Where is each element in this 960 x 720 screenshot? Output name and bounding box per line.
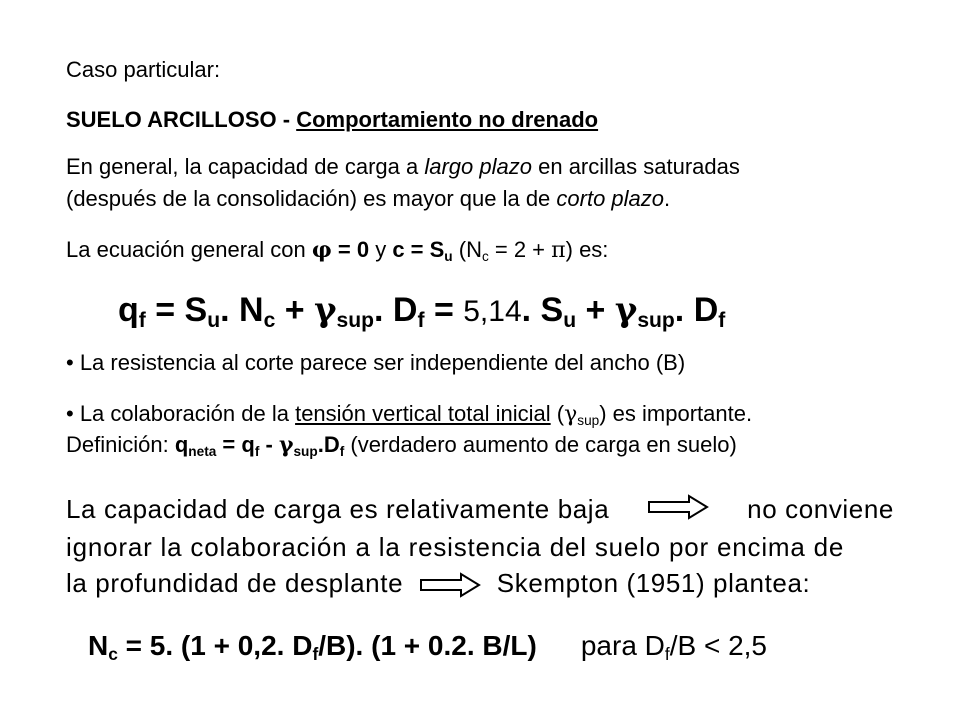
subscript: u [444, 248, 453, 264]
text-bold: = q [216, 432, 255, 457]
paragraph-1-line-2 [66, 186, 670, 212]
text: ) es importante. [599, 401, 753, 426]
text-italic: largo plazo [424, 154, 532, 179]
text: (verdadero aumento de carga en suelo) [344, 432, 737, 457]
eq-symbol: N [88, 630, 109, 661]
text: en arcillas saturadas [532, 154, 740, 179]
eq-subscript: u [207, 308, 221, 332]
eq-symbol: . N [220, 291, 264, 329]
caso-particular-label: Caso particular: [66, 57, 221, 82]
text-bold: q [174, 432, 189, 457]
section-title [66, 107, 598, 133]
eq-subscript: f [417, 308, 425, 332]
eq-symbol: . S [521, 291, 564, 329]
subscript: neta [188, 443, 217, 459]
net-pressure-definition [66, 432, 737, 458]
eq-subscript: f [664, 643, 670, 664]
text-italic: corto plazo [556, 186, 665, 211]
text: la profundidad de desplante [66, 568, 404, 598]
phi-symbol: φ [311, 237, 332, 263]
bullet-collaboration [66, 401, 752, 427]
eq-symbol: = [424, 291, 464, 329]
general-equation-intro [66, 237, 608, 263]
eq-symbol: = S [145, 291, 208, 329]
text: • La colaboración de la [66, 401, 296, 426]
right-arrow-icon [647, 494, 709, 520]
eq-subscript: c [263, 308, 276, 332]
title-soil: SUELO ARCILLOSO - [66, 107, 297, 132]
text: La ecuación general con [66, 237, 312, 262]
paragraph-3-line-3 [66, 568, 810, 599]
text-bold: c = S [392, 237, 445, 262]
eq-subscript: f [312, 643, 319, 664]
right-arrow-icon [419, 572, 481, 598]
gamma-symbol: γ [564, 402, 578, 427]
text-bold: .D [317, 432, 340, 457]
text: En general, la capacidad de carga a [66, 154, 425, 179]
subscript: sup [577, 412, 600, 428]
text: Definición: [66, 432, 175, 457]
eq-subscript: f [718, 308, 726, 332]
text-underlined: tensión vertical total inicial [295, 401, 551, 426]
paragraph-3-line-2: ignorar la colaboración a la resistencia del suelo por encima de [66, 532, 845, 562]
subscript: sup [293, 443, 318, 459]
text-bold: - [259, 432, 279, 457]
eq-subscript: sup [336, 308, 375, 332]
eq-symbol: + [275, 291, 315, 329]
text: ) es: [565, 237, 609, 262]
text: y [369, 237, 393, 262]
text-bold: = 0 [331, 237, 370, 262]
bearing-capacity-equation [118, 290, 725, 330]
pi-symbol: π [551, 238, 566, 263]
paragraph-1-line-1 [66, 154, 740, 180]
text: La capacidad de carga es relativamente baja [66, 494, 610, 524]
text: no conviene [747, 494, 894, 524]
gamma-symbol: γ [278, 432, 294, 458]
eq-symbol: q [118, 291, 139, 329]
eq-symbol: /B). (1 + 0.2. B/L) [318, 630, 537, 661]
gamma-symbol: γ [314, 290, 337, 330]
bullet-resistance: • La resistencia al corte parece ser independiente del ancho (B) [66, 350, 686, 375]
eq-condition: para D [580, 630, 665, 661]
paragraph-3-line-1 [66, 494, 894, 525]
text: Skempton (1951) plantea: [496, 568, 811, 598]
eq-symbol: = 5. (1 + 0,2. D [117, 630, 313, 661]
gamma-symbol: γ [614, 290, 638, 330]
eq-subscript: u [563, 308, 577, 332]
subscript: c [481, 248, 489, 264]
title-behavior: Comportamiento no drenado [296, 107, 599, 132]
text: = 2 + [488, 237, 552, 262]
subscript: f [339, 443, 345, 459]
skempton-equation [88, 630, 767, 662]
eq-condition: /B < 2,5 [669, 630, 768, 661]
text: (N [452, 237, 482, 262]
eq-number: 5,14 [463, 295, 522, 328]
eq-subscript: c [108, 643, 118, 664]
eq-subscript: sup [637, 308, 675, 332]
eq-symbol: . D [374, 291, 418, 329]
text: (después de la consolidación) es mayor que la de [66, 186, 557, 211]
eq-symbol: . D [674, 291, 719, 329]
eq-subscript: f [138, 308, 146, 332]
eq-symbol: + [576, 291, 615, 329]
subscript: f [254, 443, 260, 459]
text: . [664, 186, 671, 211]
text: ( [550, 401, 565, 426]
